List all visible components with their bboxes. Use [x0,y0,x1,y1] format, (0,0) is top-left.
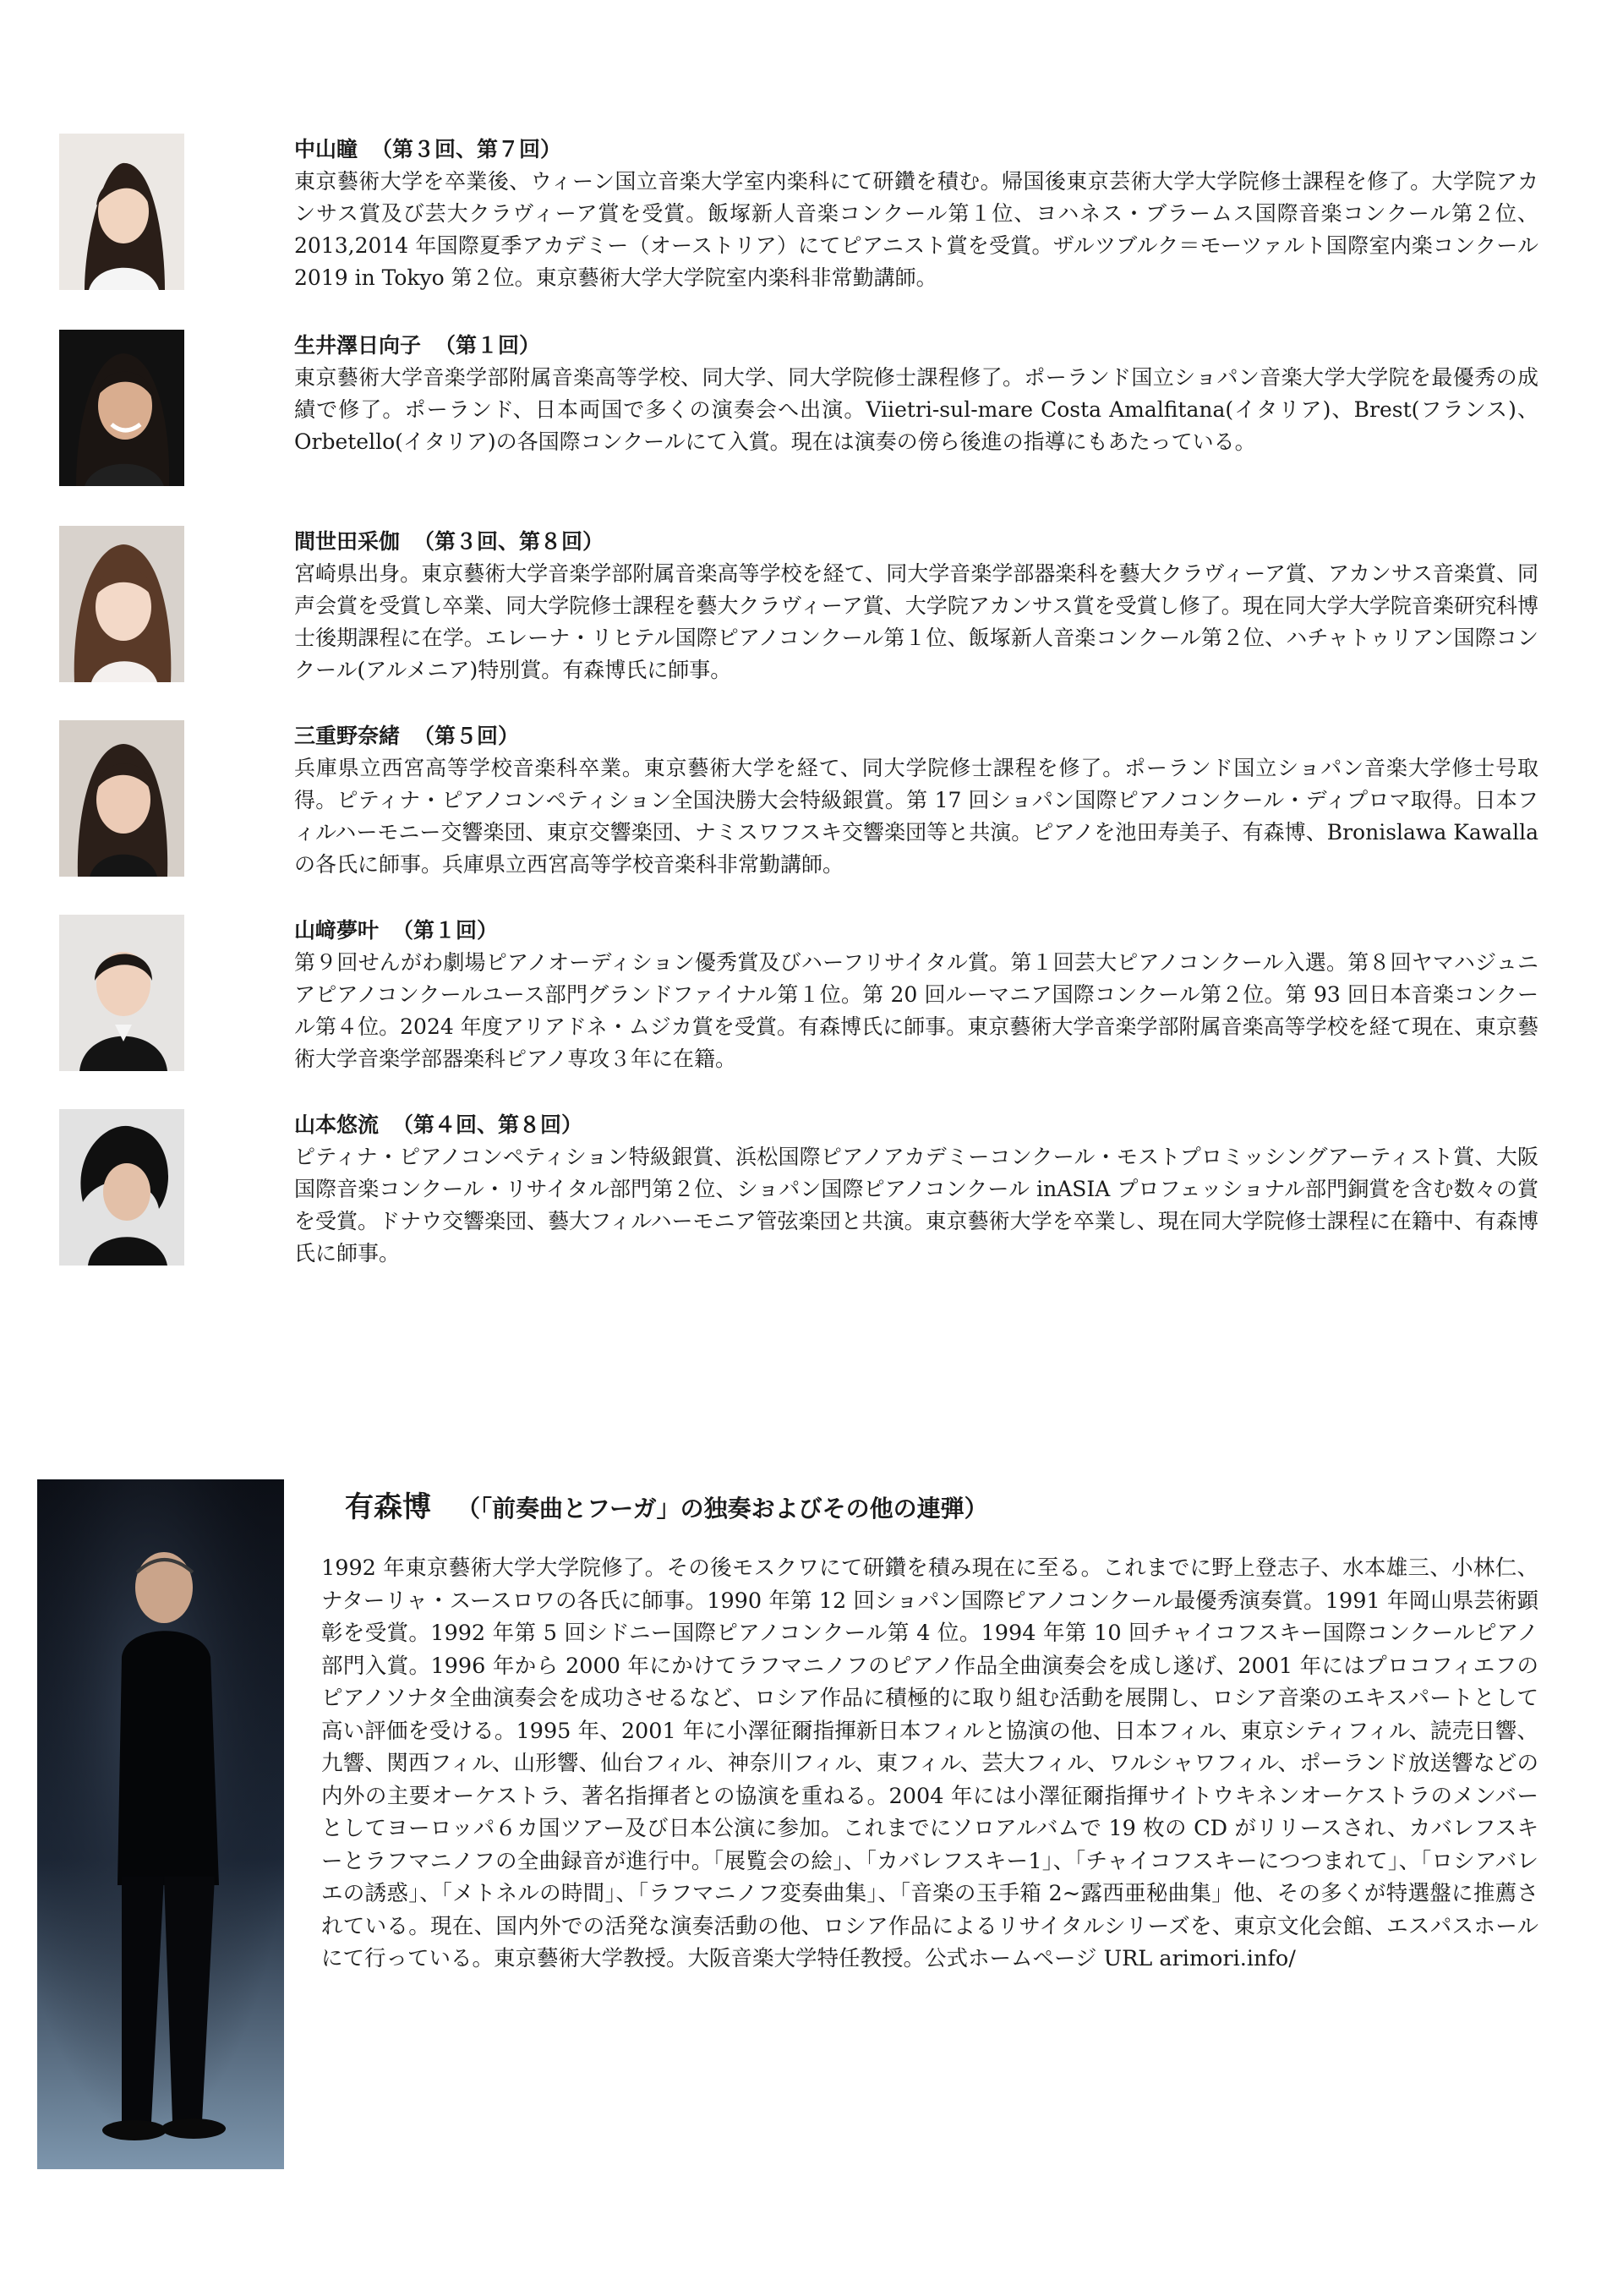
profile-heading [294,720,1538,752]
profile-card [59,134,1538,294]
profile-editions: （第１回） [434,333,541,358]
profile-editions: （第１回） [392,918,499,943]
feature-heading [345,1486,1538,1530]
profile-bio: 東京藝術大学音楽学部附属音楽高等学校、同大学、同大学院修士課程修了。ポーランド国立ショパン音楽大学大学院を最優秀の成績で修了。ポーランド、日本両国で多くの演奏会へ出演。Viietri-sul-mare Costa Amalfitana(イタリア)、Brest(フランス)、Orbetello(イタリア)の各国際コンクールにて入賞。現在は演奏の傍ら後進の指導にもあたっている。 [294,365,1538,454]
profile-heading [294,915,1538,947]
portrait-photo [59,1109,184,1266]
feature-bio: 1992 年東京藝術大学大学院修了。その後モスクワにて研鑽を積み現在に至る。これまでに野上登志子、水本雄三、小林仁、ナターリャ・スースロワの各氏に師事。1990 年第 12 回ショパン国際ピアノコンクール最優秀演奏賞。1991 年岡山県芸術顕彰を受賞。1992 年第 5 回シドニー国際ピアノコンクール第 4 位。1994 年第 10 回チャイコフスキー国際コンクールピアノ部門入賞。1996 年から 2000 年にかけてラフマニノフのピアノ作品全曲演奏会を成し遂げ、2001 年にはプロコフィエフのピアノソナタ全曲演奏会を成功させるなど、ロシア作品に積極的に取り組む活動を展開し、ロシア音楽のエキスパートとして高い評価を受ける。1995 年、2001 年に小澤征爾指揮新日本フィルと協演の他、日本フィル、東京シティフィル、読売日響、九響、関西フィル、山形響、仙台フィル、神奈川フィル、東フィル、芸大フィル、ワルシャワフィル、ポーランド放送響などの内外の主要オーケストラ、著名指揮者との協演を重ねる。2004 年には小澤征爾指揮サイトウキネンオーケストラのメンバーとしてヨーロッパ６カ国ツアー及び日本公演に参加。これまでにソロアルバムで 19 枚の CD がリリースされ、カバレフスキーとラフマニノフの全曲録音が進行中。「展覧会の絵」、「カバレフスキー1」、「チャイコフスキーにつつまれて」、「ロシアバレエの誘惑」、「メトネルの時間」、「ラフマニノフ変奏曲集」、「音楽の玉手箱 2~露西亜秘曲集」他、その多くが特選盤に推薦されている。現在、国内外での活発な演奏活動の他、ロシア作品によるリサイタルシリーズを、東京文化会館、エスパスホールにて行っている。東京藝術大学教授。大阪音楽大学特任教授。公式ホームページ URL arimori.info/ [321,1555,1538,1971]
profile-name: 山本悠流 [294,1112,380,1137]
profile-bio: 東京藝術大学を卒業後、ウィーン国立音楽大学室内楽科にて研鑽を積む。帰国後東京芸術大学大学院修士課程を修了。大学院アカンサス賞及び芸大クラヴィーア賞を受賞。飯塚新人音楽コンクール第１位、ヨハネス・ブラームス国際音楽コンクール第２位、2013,2014 年国際夏季アカデミー（オーストリア）にてピアニスト賞を受賞。ザルツブルク＝モーツァルト国際室内楽コンクール 2019 in Tokyo 第２位。東京藝術大学大学院室内楽科非常勤講師。 [294,169,1538,290]
profile-editions: （第３回、第８回） [413,529,604,554]
profile-card [59,915,1538,1075]
portrait-photo [59,720,184,877]
profile-card [59,1109,1538,1270]
profile-bio: ピティナ・ピアノコンペティション特級銀賞、浜松国際ピアノアカデミーコンクール・モストプロミッシングアーティスト賞、大阪国際音楽コンクール・リサイタル部門第２位、ショパン国際ピアノコンクール inASIA プロフェッショナル部門銅賞を含む数々の賞を受賞。ドナウ交響楽団、藝大フィルハーモニア管弦楽団と共演。東京藝術大学を卒業し、現在同大学院修士課程に在籍中、有森博氏に師事。 [294,1145,1538,1266]
profile-name: 山﨑夢叶 [294,918,380,943]
profile-editions: （第５回） [413,724,520,748]
profile-card [59,720,1538,881]
profile-heading [294,526,1538,558]
profile-heading [294,330,1538,362]
profile-name: 中山瞳 [294,137,358,161]
profile-bio: 宮崎県出身。東京藝術大学音楽学部附属音楽高等学校を経て、同大学音楽学部器楽科を藝大クラヴィーア賞、アカンサス音楽賞、同声会賞を受賞し卒業、同大学院修士課程を藝大クラヴィーア賞、大学院アカンサス賞を受賞し修了。現在同大学大学院音楽研究科博士後期課程に在学。エレーナ・リヒテル国際ピアノコンクール第１位、飯塚新人音楽コンクール第２位、ハチャトゥリアン国際コンクール(アルメニア)特別賞。有森博氏に師事。 [294,561,1538,682]
feature-photo [37,1479,284,2169]
profile-heading [294,134,1538,166]
profile-card [59,526,1538,686]
profile-card [59,330,1538,486]
feature-role: （「前奏曲とフーガ」の独奏およびその他の連弾） [456,1495,988,1522]
profile-name: 生井澤日向子 [294,333,422,358]
profile-bio: 兵庫県立西宮高等学校音楽科卒業。東京藝術大学を経て、同大学院修士課程を修了。ポーランド国立ショパン音楽大学修士号取得。ピティナ・ピアノコンペティション全国決勝大会特級銀賞。第 17 回ショパン国際ピアノコンクール・ディプロマ取得。日本フィルハーモニー交響楽団、東京交響楽団、ナミスワフスキ交響楽団等と共演。ピアノを池田寿美子、有森博、Bronislawa Kawalla の各氏に師事。兵庫県立西宮高等学校音楽科非常勤講師。 [294,756,1538,877]
feature-name: 有森博 [345,1490,431,1524]
portrait-photo [59,915,184,1071]
feature-profile [321,1479,1538,1976]
profile-heading [294,1109,1538,1141]
profile-name: 間世田采伽 [294,529,401,554]
profile-name: 三重野奈緒 [294,724,401,748]
portrait-photo [59,330,184,486]
profile-bio: 第９回せんがわ劇場ピアノオーディション優秀賞及びハーフリサイタル賞。第１回芸大ピアノコンクール入選。第８回ヤマハジュニアピアノコンクールユース部門グランドファイナル第１位。第 20 回ルーマニア国際コンクール第２位。第 93 回日本音楽コンクール第４位。2024 年度アリアドネ・ムジカ賞を受賞。有森博氏に師事。東京藝術大学音楽学部附属音楽高等学校を経て現在、東京藝術大学音楽学部器楽科ピアノ専攻３年に在籍。 [294,950,1538,1071]
profile-editions: （第３回、第７回） [371,137,562,161]
profile-editions: （第４回、第８回） [392,1112,583,1137]
portrait-photo [59,526,184,682]
portrait-photo [59,134,184,290]
